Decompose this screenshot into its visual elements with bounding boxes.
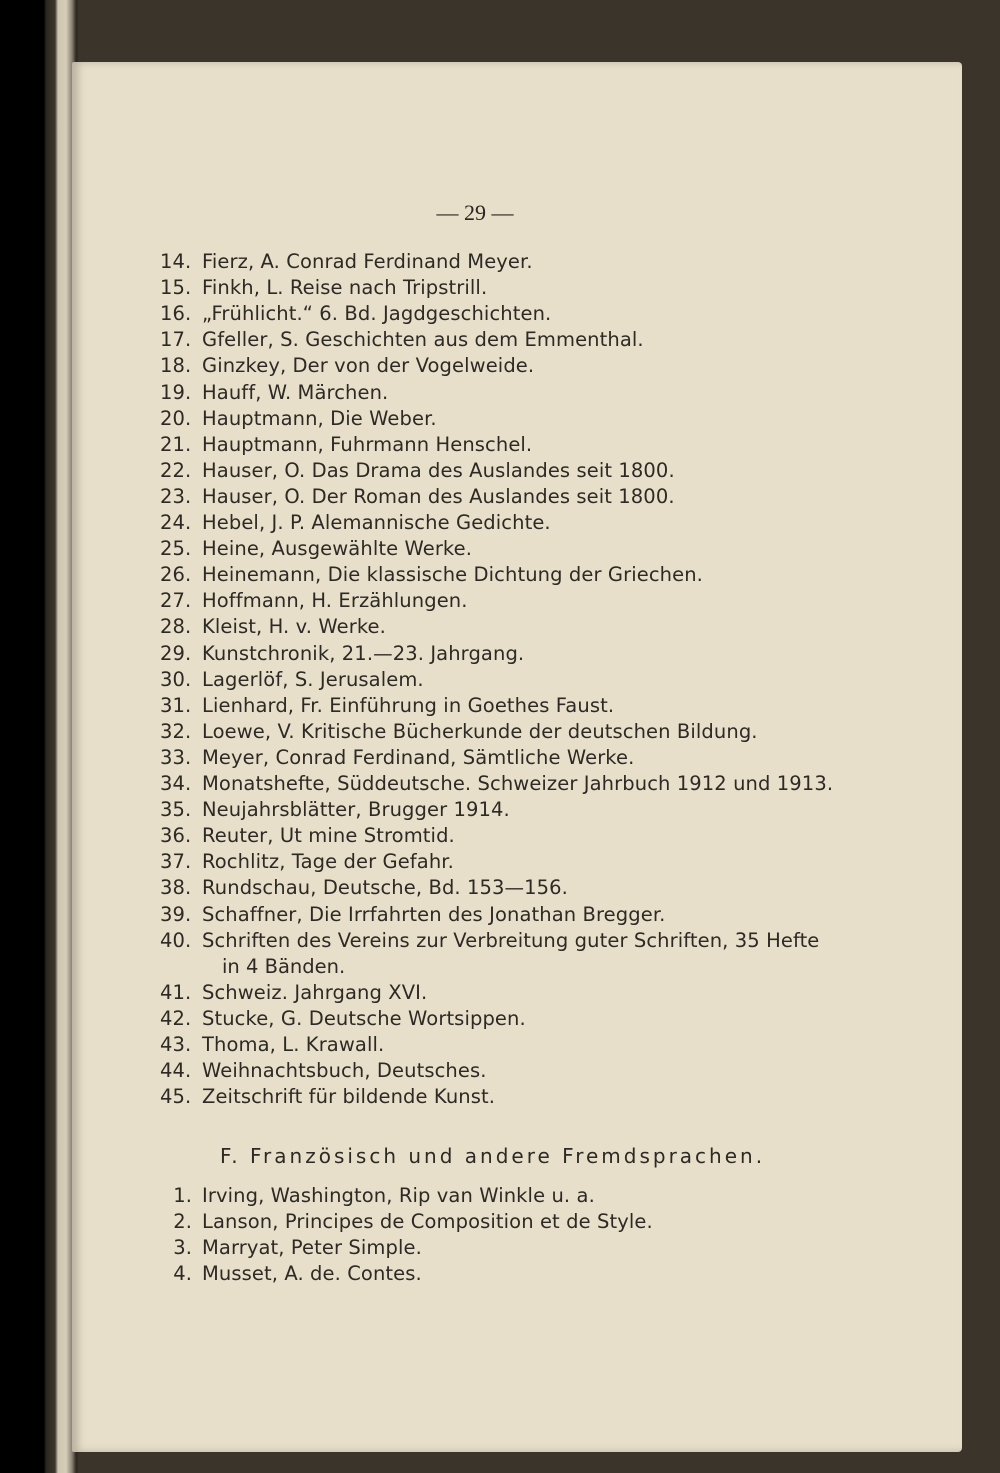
item-number: 25. bbox=[160, 537, 192, 561]
item-number: 42. bbox=[160, 1006, 192, 1030]
item-text: Schweiz. Jahrgang XVI. bbox=[202, 980, 428, 1004]
item-text: Stucke, G. Deutsche Wortsippen. bbox=[202, 1006, 526, 1030]
item-number: 4. bbox=[173, 1262, 192, 1286]
item-text: Kleist, H. v. Werke. bbox=[202, 615, 386, 639]
item-text: Musset, A. de. Contes. bbox=[202, 1262, 422, 1286]
list-item bbox=[160, 1059, 487, 1082]
item-number: 3. bbox=[173, 1236, 192, 1260]
item-number: 33. bbox=[160, 745, 192, 769]
item-number: 20. bbox=[160, 406, 192, 430]
item-number: 1. bbox=[173, 1184, 192, 1207]
item-text: Finkh, L. Reise nach Tripstrill. bbox=[202, 276, 488, 300]
item-text: Lanson, Principes de Composition et de Style. bbox=[202, 1210, 653, 1234]
list-item bbox=[160, 302, 551, 325]
item-number: 27. bbox=[160, 589, 192, 613]
item-number: 37. bbox=[160, 850, 192, 874]
item-text: Lienhard, Fr. Einführung in Goethes Faust. bbox=[202, 693, 615, 717]
list-item bbox=[160, 1236, 422, 1259]
item-number: 36. bbox=[160, 824, 192, 848]
list-item bbox=[160, 1184, 595, 1207]
list-item bbox=[160, 850, 454, 873]
list-item bbox=[160, 903, 665, 926]
item-text: Thoma, L. Krawall. bbox=[202, 1033, 385, 1056]
list-item bbox=[160, 929, 819, 952]
list-item bbox=[160, 328, 644, 351]
list-item bbox=[160, 798, 510, 821]
list-item bbox=[160, 1085, 495, 1108]
item-text: Heine, Ausgewählte Werke. bbox=[202, 537, 473, 561]
item-number: 17. bbox=[160, 328, 192, 352]
item-number: 29. bbox=[160, 641, 192, 665]
item-text: Monatshefte, Süddeutsche. Schweizer Jahrbuch 1912 und 1913. bbox=[202, 772, 834, 795]
item-number: 39. bbox=[160, 902, 192, 926]
item-continuation: in 4 Bänden. bbox=[222, 954, 346, 978]
item-text: Lagerlöf, S. Jerusalem. bbox=[202, 667, 424, 691]
item-text: Hauff, W. Märchen. bbox=[202, 380, 389, 404]
item-text: Rochlitz, Tage der Gefahr. bbox=[202, 850, 454, 874]
item-text: Fierz, A. Conrad Ferdinand Meyer. bbox=[202, 250, 533, 273]
list-item bbox=[160, 381, 388, 404]
item-text: Loewe, V. Kritische Bücherkunde der deutschen Bildung. bbox=[202, 719, 758, 743]
list-item bbox=[160, 876, 568, 899]
list-item bbox=[160, 1033, 384, 1056]
item-number: 41. bbox=[160, 980, 192, 1004]
item-text: Hoffmann, H. Erzählungen. bbox=[202, 589, 468, 613]
list-item bbox=[160, 615, 386, 638]
item-number: 24. bbox=[160, 511, 192, 534]
list-item bbox=[160, 1007, 526, 1030]
list-item bbox=[160, 459, 675, 482]
item-text: Schaffner, Die Irrfahrten des Jonathan Bregger. bbox=[202, 902, 666, 926]
item-number: 16. bbox=[160, 302, 192, 326]
item-text: Irving, Washington, Rip van Winkle u. a. bbox=[202, 1184, 595, 1207]
item-number: 32. bbox=[160, 719, 192, 743]
item-text: Hauptmann, Fuhrmann Henschel. bbox=[202, 432, 533, 456]
list-item bbox=[160, 1262, 422, 1285]
item-number: 35. bbox=[160, 798, 192, 822]
item-number: 34. bbox=[160, 772, 192, 795]
list-item bbox=[160, 407, 437, 430]
item-number: 15. bbox=[160, 276, 192, 300]
list-item bbox=[160, 485, 675, 508]
item-text: Hauser, O. Der Roman des Auslandes seit 1800. bbox=[202, 484, 675, 508]
item-number: 43. bbox=[160, 1033, 192, 1056]
item-text: Hauptmann, Die Weber. bbox=[202, 406, 437, 430]
list-item bbox=[160, 668, 424, 691]
item-number: 26. bbox=[160, 563, 192, 587]
list-item bbox=[160, 824, 455, 847]
item-number: 40. bbox=[160, 928, 192, 952]
list-item bbox=[160, 720, 758, 743]
item-number: 18. bbox=[160, 354, 192, 378]
item-text: Gfeller, S. Geschichten aus dem Emmenthal. bbox=[202, 328, 644, 352]
list-item bbox=[160, 354, 534, 377]
list-item bbox=[160, 511, 551, 534]
item-number: 28. bbox=[160, 615, 192, 639]
item-text: Kunstchronik, 21.—23. Jahrgang. bbox=[202, 641, 525, 665]
list-item bbox=[160, 563, 703, 586]
item-number: 30. bbox=[160, 667, 192, 691]
item-text: Heinemann, Die klassische Dichtung der Griechen. bbox=[202, 563, 703, 587]
item-number: 22. bbox=[160, 458, 192, 482]
list-item bbox=[160, 746, 634, 769]
item-text: Weihnachtsbuch, Deutsches. bbox=[202, 1059, 487, 1083]
item-text: „Frühlicht.“ 6. Bd. Jagdgeschichten. bbox=[202, 302, 552, 326]
item-number: 21. bbox=[160, 432, 192, 456]
list-item bbox=[160, 537, 472, 560]
list-item bbox=[160, 276, 487, 299]
item-number: 2. bbox=[173, 1210, 192, 1234]
item-text: Reuter, Ut mine Stromtid. bbox=[202, 824, 455, 848]
item-text: Marryat, Peter Simple. bbox=[202, 1236, 422, 1260]
item-number: 19. bbox=[160, 380, 192, 404]
item-text: Neujahrsblätter, Brugger 1914. bbox=[202, 798, 510, 822]
item-number: 44. bbox=[160, 1059, 192, 1083]
list-item bbox=[160, 1210, 653, 1233]
list-item bbox=[160, 433, 532, 456]
item-text: Schriften des Vereins zur Verbreitung guter Schriften, 35 Hefte bbox=[202, 928, 820, 952]
item-number: 23. bbox=[160, 484, 192, 508]
item-text: Hebel, J. P. Alemannische Gedichte. bbox=[202, 511, 551, 534]
item-number: 14. bbox=[160, 250, 192, 273]
page-number: — 29 — bbox=[436, 200, 514, 225]
item-text: Hauser, O. Das Drama des Auslandes seit 1800. bbox=[202, 458, 675, 482]
item-text: Ginzkey, Der von der Vogelweide. bbox=[202, 354, 535, 378]
list-item bbox=[160, 694, 614, 717]
item-number: 31. bbox=[160, 693, 192, 717]
section-heading: F. Französisch und andere Fremdsprachen. bbox=[220, 1144, 766, 1168]
list-item bbox=[160, 589, 468, 612]
list-item bbox=[160, 772, 833, 795]
item-number: 45. bbox=[160, 1085, 192, 1109]
list-item bbox=[160, 250, 533, 273]
book-spine bbox=[0, 0, 78, 1473]
item-text: Zeitschrift für bildende Kunst. bbox=[202, 1085, 496, 1109]
list-item bbox=[160, 642, 524, 665]
item-number: 38. bbox=[160, 876, 192, 900]
item-text: Meyer, Conrad Ferdinand, Sämtliche Werke. bbox=[202, 745, 635, 769]
item-text: Rundschau, Deutsche, Bd. 153—156. bbox=[202, 876, 568, 900]
list-item bbox=[160, 981, 427, 1004]
